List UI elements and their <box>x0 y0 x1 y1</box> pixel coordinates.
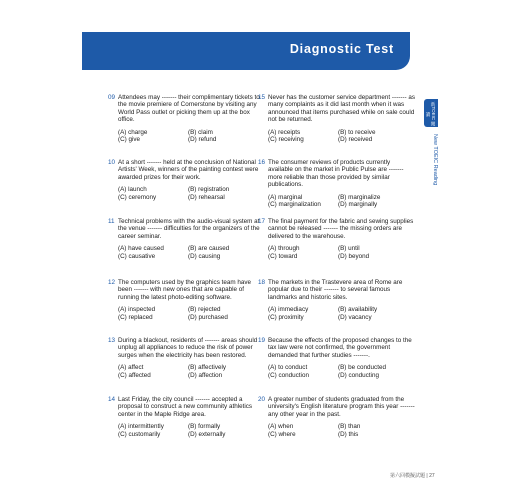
question-number: 19 <box>258 337 266 344</box>
option-a: (A) intermittently <box>118 423 164 431</box>
option-d: (D) refund <box>188 136 217 144</box>
option-b: (B) marginalize <box>338 193 381 201</box>
question-number: 14 <box>108 396 116 403</box>
option-a: (A) affect <box>118 364 144 372</box>
option-b: (B) availability <box>338 306 378 314</box>
question-stem: Attendees may ------- their complimentary tickets to the movie premiere of Cornerstone by visiting any World Pass outlet or picking them up at the box office. <box>118 94 260 124</box>
question-13 <box>108 337 266 379</box>
option-b: (B) affectively <box>188 364 227 372</box>
section-tab <box>424 99 438 127</box>
question-stem: Technical problems with the audio-visual system at the venue ------- difficulties for the organizers of the career seminar. <box>118 218 260 240</box>
option-a: (A) through <box>268 245 300 253</box>
question-14 <box>108 396 266 438</box>
option-b: (B) formally <box>188 423 221 431</box>
question-18 <box>258 279 416 321</box>
option-a: (A) have caused <box>118 245 164 253</box>
option-d: (D) marginally <box>338 201 378 209</box>
option-d: (D) purchased <box>188 313 228 321</box>
option-d: (D) affection <box>188 371 223 379</box>
question-number: 15 <box>258 94 266 101</box>
option-c: (C) toward <box>268 252 298 260</box>
option-a: (A) to conduct <box>268 364 308 372</box>
question-stem: Last Friday, the city council ------- accepted a proposal to construct a new community athletics center in the Maple Ridge area. <box>118 396 253 418</box>
option-c: (C) causative <box>118 252 156 260</box>
question-stem: The markets in the Trastevere area of Rome are popular due to their ------- to several famous landmarks and historic sites. <box>268 279 403 301</box>
option-c: (C) ceremony <box>118 193 157 201</box>
option-d: (D) vacancy <box>338 313 372 321</box>
question-number: 17 <box>258 218 266 225</box>
question-10 <box>108 159 266 201</box>
question-stem: The consumer reviews of products currently available on the market in Public Pulse are ------- more reliable than those provided by similar publications. <box>268 159 404 189</box>
option-a: (A) inspected <box>118 306 156 314</box>
option-a: (A) immediacy <box>268 306 309 314</box>
option-d: (D) received <box>338 136 373 144</box>
option-b: (B) claim <box>188 128 213 136</box>
page-title: Diagnostic Test <box>289 42 394 56</box>
question-17 <box>258 218 416 260</box>
question-stem: Because the effects of the proposed changes to the tax law were not confirmed, the government demanded that further studies -------. <box>268 337 412 359</box>
option-a: (A) when <box>268 423 294 431</box>
option-b: (B) be conducted <box>338 364 386 372</box>
option-d: (D) causing <box>188 252 221 260</box>
option-c: (C) marginalization <box>268 201 321 209</box>
question-number: 11 <box>108 218 115 225</box>
question-stem: A greater number of students graduated from the university's English literature program this year ------- any other year in the past. <box>268 396 415 418</box>
question-stem: Never has the customer service department ------- as many complaints as it did last month when it was announced that items purchased while on sale could not be returned. <box>268 94 415 124</box>
option-b: (B) are caused <box>188 245 230 253</box>
header-banner <box>82 32 410 70</box>
option-b: (B) than <box>338 423 361 431</box>
question-number: 18 <box>258 279 266 286</box>
option-b: (B) until <box>338 245 360 253</box>
question-stem: The computers used by the graphics team have been ------- with new ones that are capable of running the latest photo-editing software. <box>118 279 252 301</box>
question-number: 09 <box>108 94 116 101</box>
option-c: (C) receiving <box>268 136 304 144</box>
question-09 <box>108 94 266 144</box>
question-11 <box>108 218 266 260</box>
question-20 <box>258 396 416 438</box>
option-a: (A) charge <box>118 128 148 136</box>
option-a: (A) receipts <box>268 128 301 136</box>
question-number: 13 <box>108 337 116 344</box>
option-c: (C) proximity <box>268 313 304 321</box>
option-c: (C) where <box>268 430 296 438</box>
option-a: (A) launch <box>118 186 147 194</box>
question-15 <box>258 94 416 144</box>
question-number: 16 <box>258 159 266 166</box>
option-a: (A) marginal <box>268 193 303 201</box>
option-c: (C) affected <box>118 371 151 379</box>
question-12 <box>108 279 266 321</box>
option-b: (B) to receive <box>338 128 376 136</box>
section-tab-text: 新TOEIC 閱讀 <box>426 102 436 126</box>
question-stem: During a blackout, residents of ------- areas should unplug all appliances to reduce the risk of power surges when the electricity has been restored. <box>118 337 258 359</box>
option-c: (C) customarily <box>118 430 161 438</box>
question-number: 12 <box>108 279 116 286</box>
option-d: (D) conducting <box>338 371 379 379</box>
question-number: 10 <box>108 159 116 166</box>
option-c: (C) replaced <box>118 313 153 321</box>
option-c: (C) give <box>118 136 141 144</box>
question-16 <box>258 159 416 209</box>
section-side-label: New TOEIC Reading <box>432 134 438 186</box>
question-stem: The final payment for the fabric and sewing supplies cannot be released ------- the missing orders are delivered to the warehouse. <box>268 218 414 240</box>
option-d: (D) externally <box>188 430 226 438</box>
page-footer: 第六回模擬試題 | 27 <box>390 473 435 479</box>
question-19 <box>258 337 416 379</box>
option-b: (B) rejected <box>188 306 221 314</box>
question-number: 20 <box>258 396 266 403</box>
option-c: (C) conduction <box>268 371 309 379</box>
option-d: (D) rehearsal <box>188 193 225 201</box>
option-b: (B) registration <box>188 186 230 194</box>
option-d: (D) this <box>338 430 359 438</box>
question-stem: At a short ------- held at the conclusion of National Artists' Week, winners of the painting contest were awarded prizes for their work. <box>118 159 259 181</box>
option-d: (D) beyond <box>338 252 370 260</box>
